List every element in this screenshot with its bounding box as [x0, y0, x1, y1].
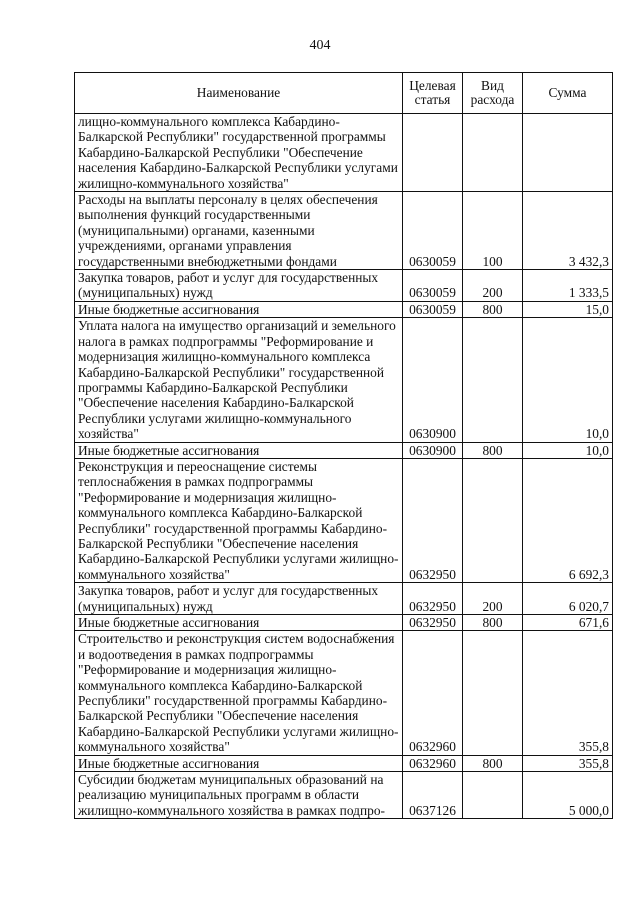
row-sum: 3 432,3: [523, 192, 613, 270]
table-row: [75, 631, 613, 755]
row-sum: 10,0: [523, 318, 613, 442]
header-sum: Сумма: [523, 73, 613, 114]
row-sum: 671,6: [523, 615, 613, 631]
row-sum: 6 020,7: [523, 583, 613, 615]
row-name: Иные бюджетные ассигнования: [75, 442, 403, 458]
row-target-article: 0632950: [403, 458, 463, 582]
header-expense-kind: Вид расхода: [463, 73, 523, 114]
row-name: Уплата налога на имущество организаций и земельного налога в рамках подпрограммы "Реформирование и модернизация жилищно-коммунального комплекса Кабардино-Балкарской Республики" государственной программы Кабардино-Балкарской Республики "Обеспечение населения Кабардино-Балкарской Республики услугами жилищно-коммунального хозяйства": [75, 318, 403, 442]
row-target-article: 0632960: [403, 755, 463, 771]
row-expense-kind: 800: [463, 301, 523, 317]
row-expense-kind: [463, 772, 523, 819]
table-row: [75, 442, 613, 458]
page-number: 404: [309, 38, 331, 53]
table-row: [75, 458, 613, 582]
row-expense-kind: 100: [463, 192, 523, 270]
row-expense-kind: [463, 458, 523, 582]
row-name: Реконструкция и переоснащение системы теплоснабжения в рамках подпрограммы "Реформирование и модернизация жилищно-коммунального комплекса Кабардино-Балкарской Республики" государственной программы Кабардино-Балкарской Республики "Обеспечение населения Кабардино-Балкарской Республики услугами жилищно-коммунального хозяйства": [75, 458, 403, 582]
table-row: [75, 192, 613, 270]
row-target-article: 0630900: [403, 318, 463, 442]
row-target-article: 0632960: [403, 631, 463, 755]
row-target-article: 0630059: [403, 270, 463, 302]
row-sum: 15,0: [523, 301, 613, 317]
table-row: [75, 301, 613, 317]
row-name: Субсидии бюджетам муниципальных образований на реализацию муниципальных программ в области жилищно-коммунального хозяйства в рамках подпро-: [75, 772, 403, 819]
table-row: [75, 318, 613, 442]
budget-table: [74, 72, 613, 819]
table-header-row: [75, 73, 613, 114]
row-name: Иные бюджетные ассигнования: [75, 301, 403, 317]
row-name: Иные бюджетные ассигнования: [75, 755, 403, 771]
row-name: Строительство и реконструкция систем водоснабжения и водоотведения в рамках подпрограммы "Реформирование и модернизация жилищно-коммунального комплекса Кабардино-Балкарской Республики" государственной программы Кабардино-Балкарской Республики "Обеспечение населения Кабардино-Балкарской Республики услугами жилищно-коммунального хозяйства": [75, 631, 403, 755]
row-sum: 10,0: [523, 442, 613, 458]
row-target-article: 0632950: [403, 583, 463, 615]
row-sum: [523, 114, 613, 192]
table-row: [75, 615, 613, 631]
row-sum: 5 000,0: [523, 772, 613, 819]
row-expense-kind: 800: [463, 442, 523, 458]
row-target-article: 0630059: [403, 301, 463, 317]
row-name: Закупка товаров, работ и услуг для государственных (муниципальных) нужд: [75, 270, 403, 302]
table-row: [75, 755, 613, 771]
row-name: Расходы на выплаты персоналу в целях обеспечения выполнения функций государственными (муниципальными) органами, казенными учреждениями, органами управления государственными внебюджетными фондами: [75, 192, 403, 270]
row-expense-kind: 200: [463, 270, 523, 302]
row-sum: 6 692,3: [523, 458, 613, 582]
header-name: Наименование: [75, 73, 403, 114]
row-target-article: [403, 114, 463, 192]
row-expense-kind: 800: [463, 755, 523, 771]
table-row: [75, 270, 613, 302]
row-expense-kind: [463, 318, 523, 442]
row-expense-kind: 200: [463, 583, 523, 615]
row-target-article: 0637126: [403, 772, 463, 819]
header-target-article: Целевая статья: [403, 73, 463, 114]
row-name: Иные бюджетные ассигнования: [75, 615, 403, 631]
table-row: [75, 772, 613, 819]
table-row: [75, 583, 613, 615]
row-sum: 355,8: [523, 755, 613, 771]
row-expense-kind: [463, 631, 523, 755]
row-name: лищно-коммунального комплекса Кабардино-Балкарской Республики" государственной программы Кабардино-Балкарской Республики "Обеспечение населения Кабардино-Балкарской Республики услугами жилищно-коммунального хозяйства": [75, 114, 403, 192]
row-sum: 355,8: [523, 631, 613, 755]
row-expense-kind: 800: [463, 615, 523, 631]
table-row: [75, 114, 613, 192]
row-target-article: 0632950: [403, 615, 463, 631]
row-sum: 1 333,5: [523, 270, 613, 302]
row-target-article: 0630059: [403, 192, 463, 270]
row-name: Закупка товаров, работ и услуг для государственных (муниципальных) нужд: [75, 583, 403, 615]
row-expense-kind: [463, 114, 523, 192]
row-target-article: 0630900: [403, 442, 463, 458]
